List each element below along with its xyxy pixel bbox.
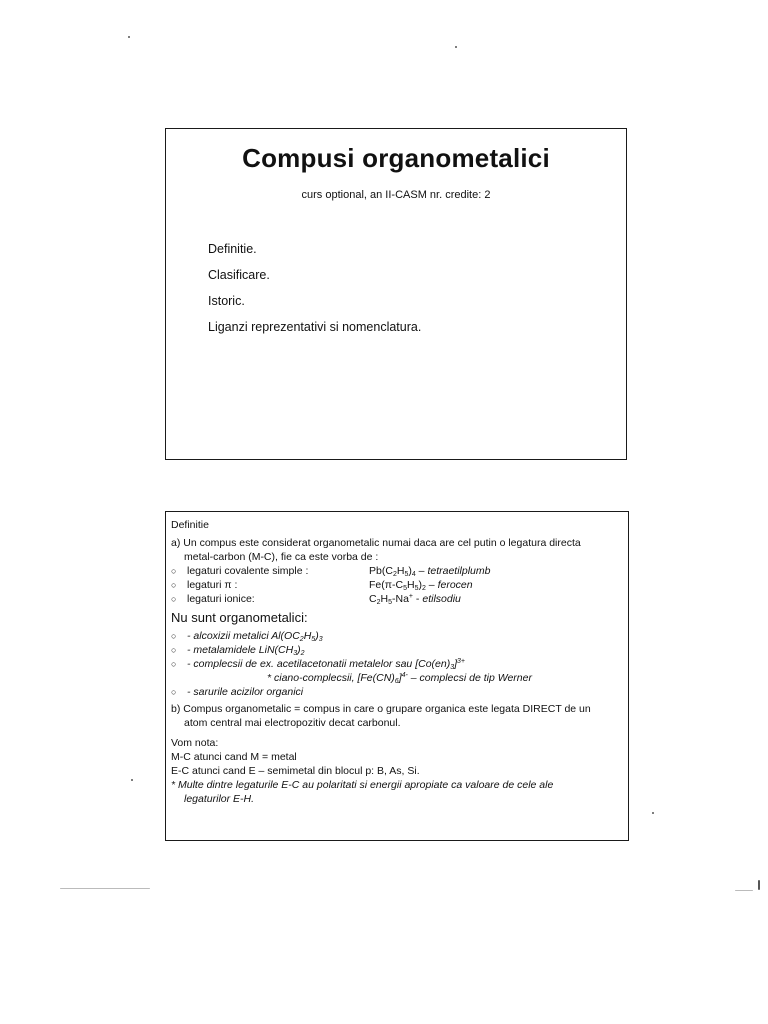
bullet-ring-icon: ○ (171, 580, 177, 590)
exclusion-item: ○ - complecsii de ex. acetilacetonatii metalelor sau $[Co(en)_3]^{3+}$ (171, 658, 466, 671)
scan-speck (735, 890, 753, 891)
notation-ec: E-C atunci cand E – semimetal din blocul p: B, As, Si. (171, 765, 420, 777)
notation-mc: M-C atunci cand M = metal (171, 751, 297, 763)
bond-type-label: legaturi covalente simple : (187, 565, 309, 577)
bond-type-label: legaturi ionice: (187, 593, 255, 605)
bullet-ring-icon: ○ (171, 645, 177, 655)
scan-speck (652, 812, 654, 814)
definition-a-line: metal-carbon (M-C), fie ca este vorba de : (184, 551, 379, 563)
slide-title: Compusi organometalici (242, 143, 550, 173)
definition-a-line: a) Un compus este considerat organometalic numai daca are cel putin o legatura directa (171, 537, 581, 549)
bullet-ring-icon: ○ (171, 659, 177, 669)
scan-speck (60, 888, 150, 889)
topic-item: Clasificare. (208, 268, 270, 282)
exclusion-item: ○ - alcoxizii metalici $Al(OC_2H_5)_3$ (171, 630, 323, 643)
topic-item: Liganzi reprezentativi si nomenclatura. (208, 320, 422, 334)
scan-speck (128, 36, 130, 38)
topic-list (208, 242, 421, 346)
exclusion-item: ○ - metalamidele $LiN(CH_3)_2$ (171, 644, 305, 657)
bond-example: $Fe(\pi-C_5H_5)_2$ – ferocen (369, 579, 473, 592)
title-slide (165, 128, 627, 460)
bond-type-row (171, 564, 623, 578)
scan-speck (455, 46, 457, 48)
topic-item: Definitie. (208, 242, 257, 256)
definition-slide (165, 511, 629, 841)
note-line: * Multe dintre legaturile E-C au polaritati si energii apropiate ca valoare de cele ale (171, 779, 554, 791)
notation-intro: Vom nota: (171, 737, 219, 749)
definition-b-line: atom central mai electropozitiv decat carbonul. (184, 717, 401, 729)
note-line: legaturilor E-H. (184, 793, 255, 805)
bullet-ring-icon: ○ (171, 594, 177, 604)
bullet-ring-icon: ○ (171, 687, 177, 697)
section-heading: Definitie (171, 519, 209, 531)
not-organometallic-heading: Nu sunt organometalici: (171, 610, 308, 625)
exclusion-item: ○ - sarurile acizilor organici (171, 686, 304, 698)
scan-speck (131, 779, 133, 781)
bullet-ring-icon: ○ (171, 631, 177, 641)
definition-content (171, 518, 623, 806)
scan-speck (758, 880, 760, 890)
bond-type-row (171, 592, 623, 606)
definition-b-line: b) Compus organometalic = compus in care o grupare organica este legata DIRECT de un (171, 703, 591, 715)
bullet-ring-icon: ○ (171, 566, 177, 576)
topic-item: Istoric. (208, 294, 245, 308)
exclusion-subitem: * ciano-complecsii, $[Fe(CN)_6]^{4-}$ – complecsi de tip Werner (267, 672, 532, 685)
bond-type-row (171, 578, 623, 592)
bond-example: $C_2H_5-Na^+$ - etilsodiu (369, 593, 461, 606)
bond-type-label: legaturi π : (187, 579, 238, 591)
bond-example: $Pb(C_2H_5)_4$ – tetraetilplumb (369, 565, 491, 578)
course-subtitle: curs optional, an II-CASM nr. credite: 2 (301, 189, 491, 201)
